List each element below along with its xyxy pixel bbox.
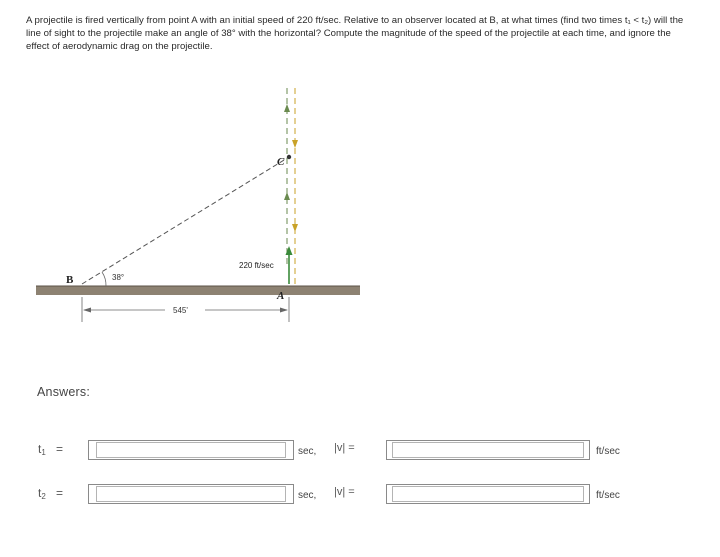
distance-label: 545' xyxy=(173,306,188,315)
v1-answer-input[interactable] xyxy=(392,442,584,458)
dim-arrow-right xyxy=(280,308,288,313)
point-b-label: B xyxy=(66,274,74,286)
t1-label: $t_1$ xyxy=(38,442,46,457)
v1-label: |v| = xyxy=(334,442,355,454)
answer-row-t1 xyxy=(0,440,720,464)
t1-sec-unit: sec, xyxy=(298,446,317,457)
down-arrow-head-2 xyxy=(292,224,298,232)
t2-label: $t_2$ xyxy=(38,486,46,501)
angle-arc xyxy=(102,272,106,286)
v2-unit: ft/sec xyxy=(596,490,620,501)
v1-unit: ft/sec xyxy=(596,446,620,457)
answer-row-t2 xyxy=(0,484,720,508)
dim-arrow-left xyxy=(83,308,91,313)
point-a-label: A xyxy=(277,290,285,302)
up-arrow-head-2 xyxy=(284,192,290,200)
angle-label: 38° xyxy=(112,273,125,282)
v2-label: |v| = xyxy=(334,486,355,498)
problem-statement: A projectile is fired vertically from point A with an initial speed of 220 ft/sec. Relative to an observer located at B, at what times (find two times t₁ < t₂) will the line of sight to the projectile make an angle of 38° with the horizontal? Compute the magnitude of the speed of the projectile at each time, and ignore the effect of aerodynamic drag on the projectile. xyxy=(26,15,684,52)
t2-sec-unit: sec, xyxy=(298,490,317,501)
answers-heading: Answers: xyxy=(37,385,91,399)
t1-answer-input[interactable] xyxy=(96,442,286,458)
v2-answer-input[interactable] xyxy=(392,486,584,502)
down-arrow-head xyxy=(292,140,298,148)
t2-equals: = xyxy=(56,486,64,500)
point-c-label: C xyxy=(277,156,285,168)
up-arrow-head xyxy=(284,104,290,112)
t1-equals: = xyxy=(56,442,64,456)
t2-answer-input[interactable] xyxy=(96,486,286,502)
ground-strip xyxy=(36,286,360,295)
speed-label: 220 ft/sec xyxy=(239,261,274,270)
projectile-point xyxy=(287,155,291,159)
